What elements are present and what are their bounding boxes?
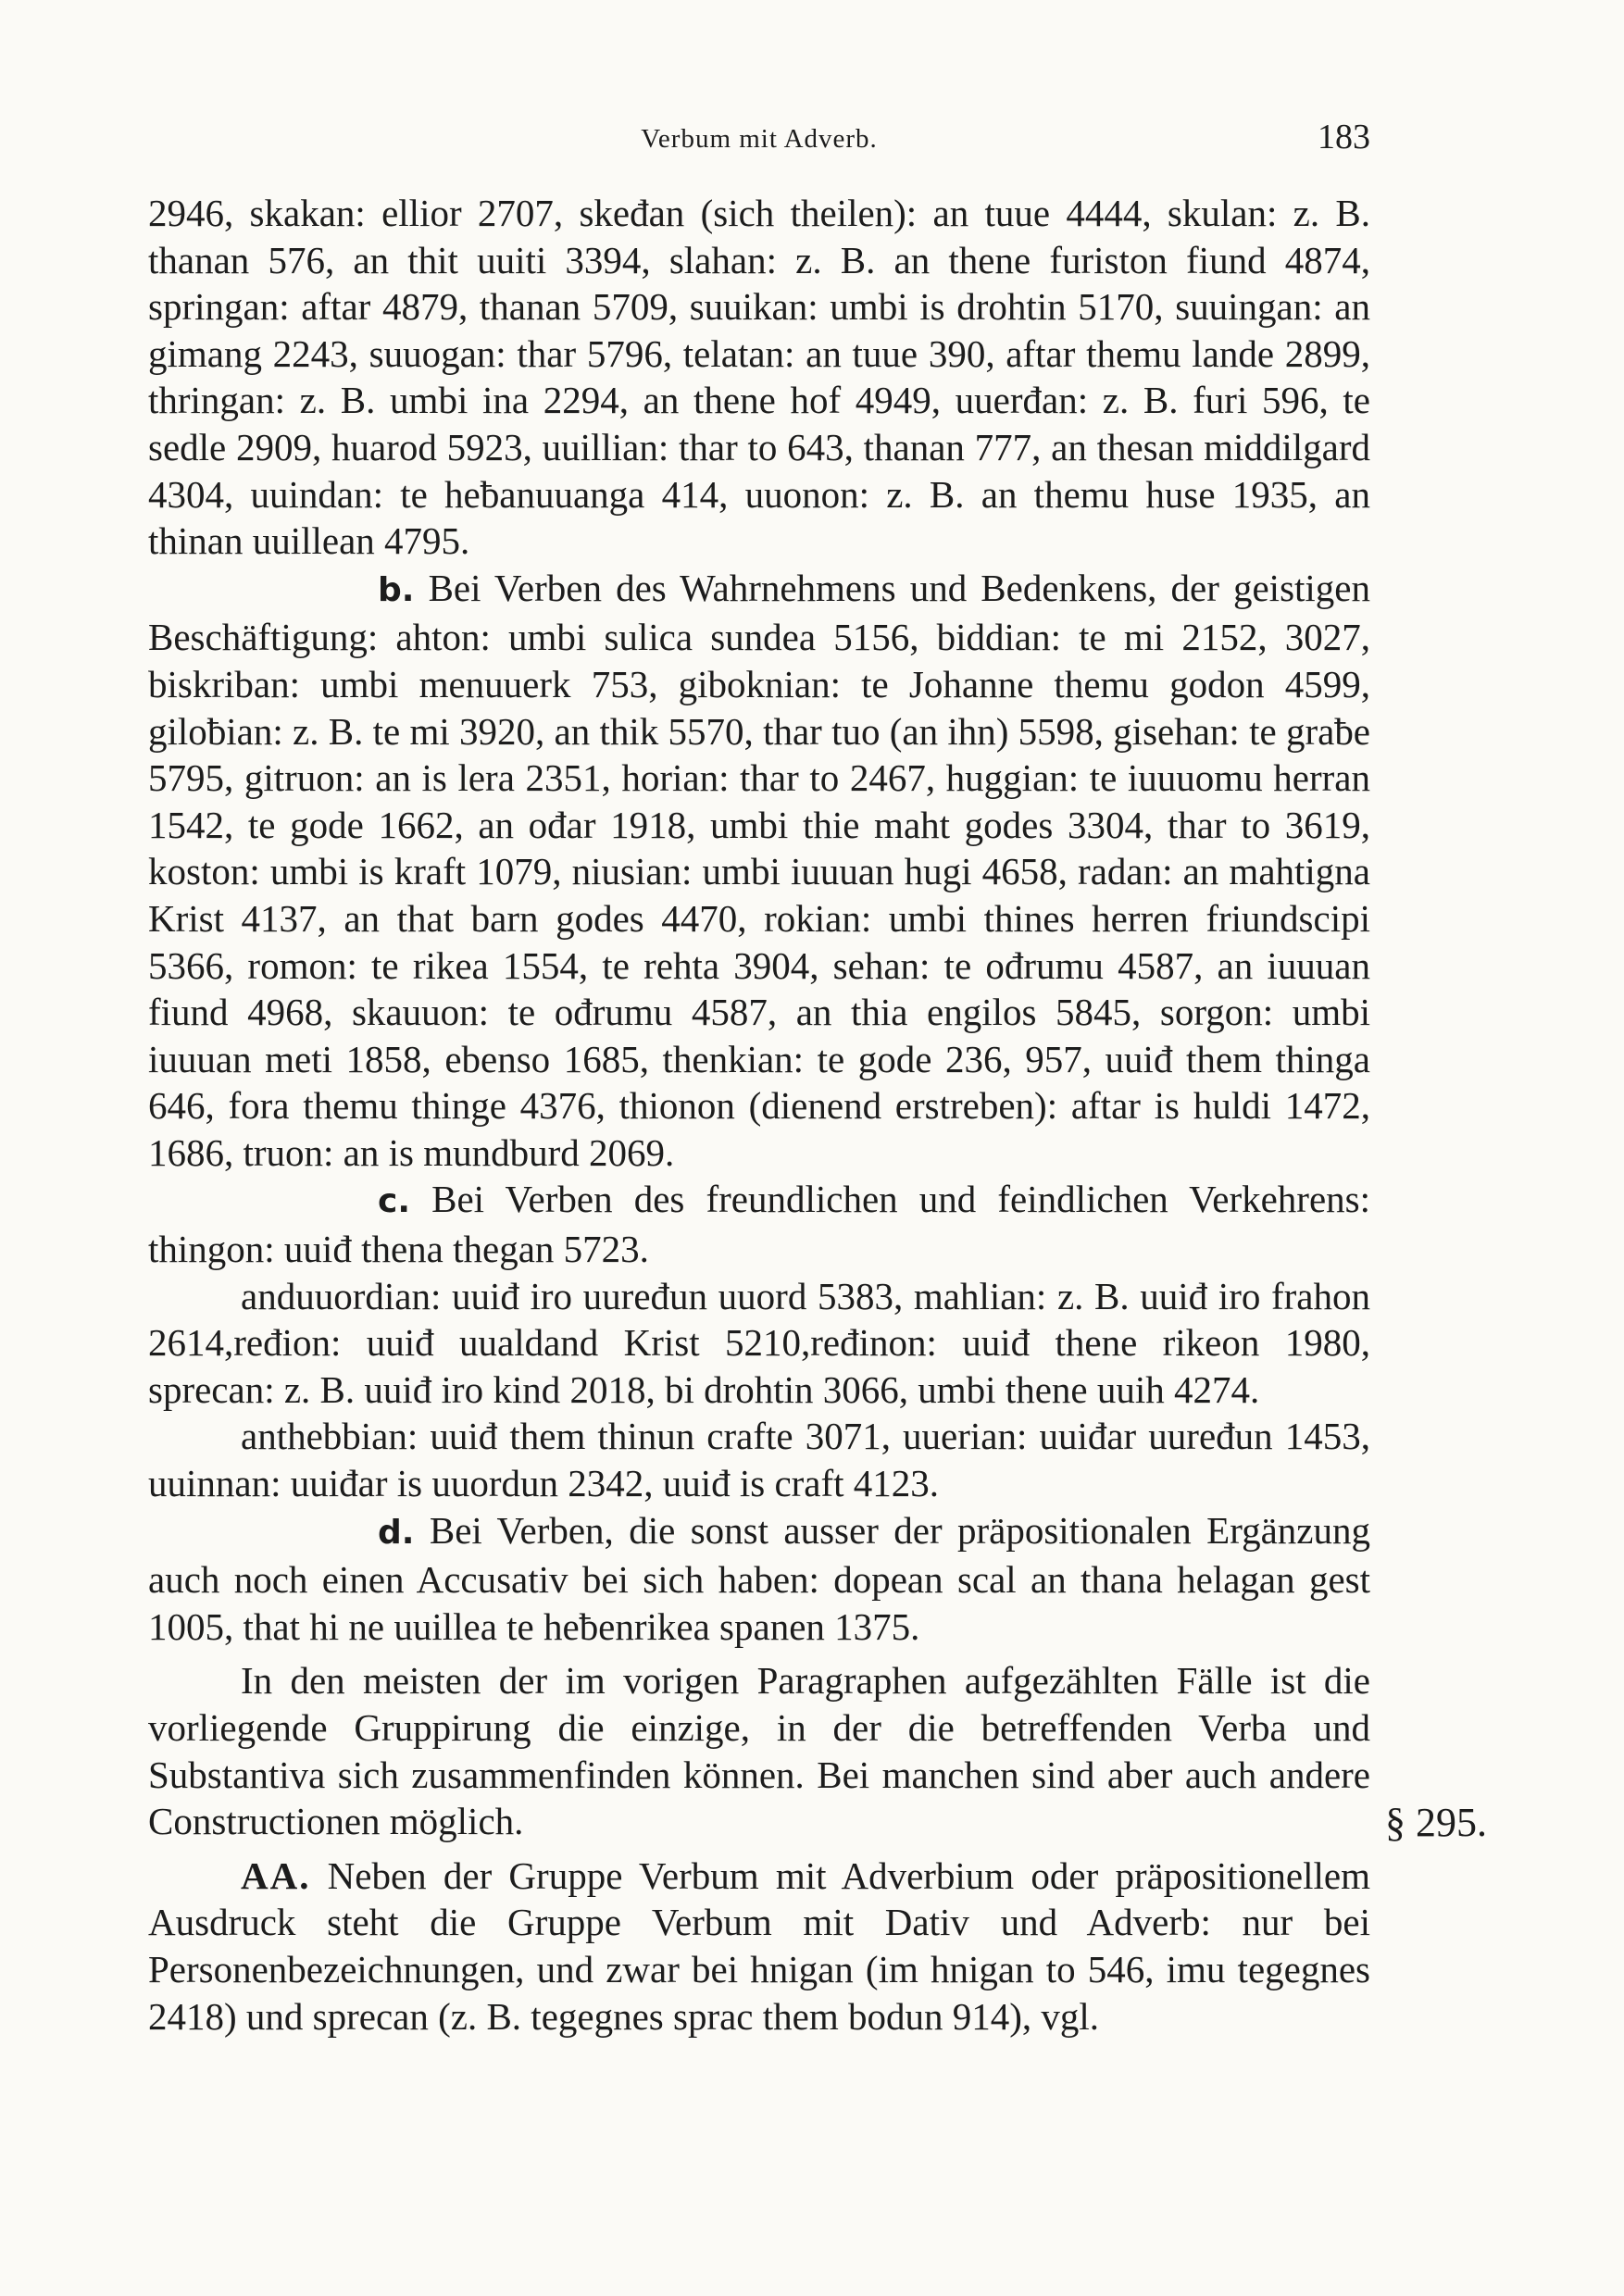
paragraph-text: In den meisten der im vorigen Paragraphen aufgezählten Fälle ist die vorliegende Gruppirung die einzige, in der die betreffenden Verba und Substantiva sich zusammenfinden können. Bei manchen sind aber auch andere Constructionen möglich. <box>148 1659 1370 1843</box>
paragraph-text: anthebbian: uuiđ them thinun crafte 3071, uuerian: uuiđar uuređun 1453, uuinnan: uuiđar is uuordun 2342, uuiđ is craft 4123. <box>148 1415 1370 1505</box>
paragraph-text: 2946, skakan: ellior 2707, skeđan (sich theilen): an tuue 4444, skulan: z. B. thanan 576, an thit uuiti 3394, slahan: z. B. an thene furiston fiund 4874, springan: aftar 4879, thanan 5709, suuikan: umbi is drohtin 5170, suuingan: an gimang 2243, suuogan: thar 5796, telatan: an tuue 390, aftar themu lande 2899, thringan: z. B. umbi ina 2294, an thene hof 4949, uuerđan: z. B. furi 596, te sedle 2909, huarod 5923, uuillian: thar to 643, thanan 777, an thesan middilgard 4304, uuindan: te heƀanuuanga 414, uuonon: z. B. an themu huse 1935, an thinan uuillean 4795. <box>148 192 1370 563</box>
paragraph-text: Bei Verben des Wahrnehmens und Bedenkens, der geistigen Beschäftigung: ahton: umbi sulica sundea 5156, biddian: te mi 2152, 3027, biskriban: umbi menuuerk 753, giboknian: te Johanne themu godon 4599, giloƀian: z. B. te mi 3920, an thik 5570, thar tuo (an ihn) 5598, gisehan: te graƀe 5795, gitruon: an is lera 2351, horian: thar to 2467, huggian: te iuuuomu herran 1542, te gode 1662, an ođar 1918, umbi thie maht godes 3304, thar to 3619, koston: umbi is kraft 1079, niusian: umbi iuuuan hugi 4658, radan: an mahtigna Krist 4137, an that barn godes 4470, rokian: umbi thines herren friundscipi 5366, romon: te rikea 1554, te rehta 3904, sehan: te ođrumu 4587, an iuuuan fiund 4968, skauuon: te ođrumu 4587, an thia engilos 5845, sorgon: umbi iuuuan meti 1858, ebenso 1685, thenkian: te gode 236, 957, uuiđ them thinga 646, fora themu thinge 4376, thionon (dienend erstreben): aftar is huldi 1472, 1686, truon: an is mundburd 2069. <box>148 566 1371 1174</box>
paragraph-aa <box>148 1853 1370 2040</box>
subsection-label-d: d. <box>378 1513 415 1552</box>
paragraph-anduuordian <box>148 1273 1370 1414</box>
section-marker: § 295. <box>1385 1800 1487 1845</box>
paragraph-text: Neben der Gruppe Verbum mit Adverbium oder präpositionellem Ausdruck steht die Gruppe Verbum mit Dativ und Adverb: nur bei Personenbezeichnungen, und zwar bei hnigan (im hnigan to 546, imu tegegnes 2418) und sprecan (z. B. tegegnes sprac them bodun 914), vgl. <box>148 1853 1371 2038</box>
paragraph-text: anduuordian: uuiđ iro uuređun uuord 5383, mahlian: z. B. uuiđ iro frahon 2614,ređion: uuiđ uualdand Krist 5210,ređinon: uuiđ thene rikeon 1980, sprecan: z. B. uuiđ iro kind 2018, bi drohtin 3066, umbi thene uuih 4274. <box>148 1274 1370 1411</box>
paragraph-b <box>148 565 1370 1177</box>
note-label-aa: AA. <box>241 1853 311 1897</box>
paragraph-text: Bei Verben des freundlichen und feindlichen Verkehrens: thingon: uuiđ thena thegan 5723. <box>148 1178 1370 1271</box>
paragraph-anthebbian <box>148 1413 1370 1506</box>
page-number: 183 <box>1318 118 1370 156</box>
paragraph-d <box>148 1507 1370 1651</box>
body-text <box>148 190 1370 2040</box>
subsection-label-b: b. <box>378 570 415 609</box>
running-title: Verbum mit Adverb. <box>641 124 878 154</box>
paragraph-section-295 <box>148 1657 1370 1844</box>
subsection-label-c: c. <box>378 1182 411 1221</box>
paragraph-list-continuation <box>148 190 1370 565</box>
paragraph-text: Bei Verben, die sonst ausser der präpositionalen Ergänzung auch noch einen Accusativ bei sich haben: dopean scal an thana helagan gest 1005, that hi ne uuillea te heƀenrikea spanen 1375. <box>148 1508 1371 1648</box>
page-header <box>148 109 1370 165</box>
paragraph-c <box>148 1176 1370 1272</box>
